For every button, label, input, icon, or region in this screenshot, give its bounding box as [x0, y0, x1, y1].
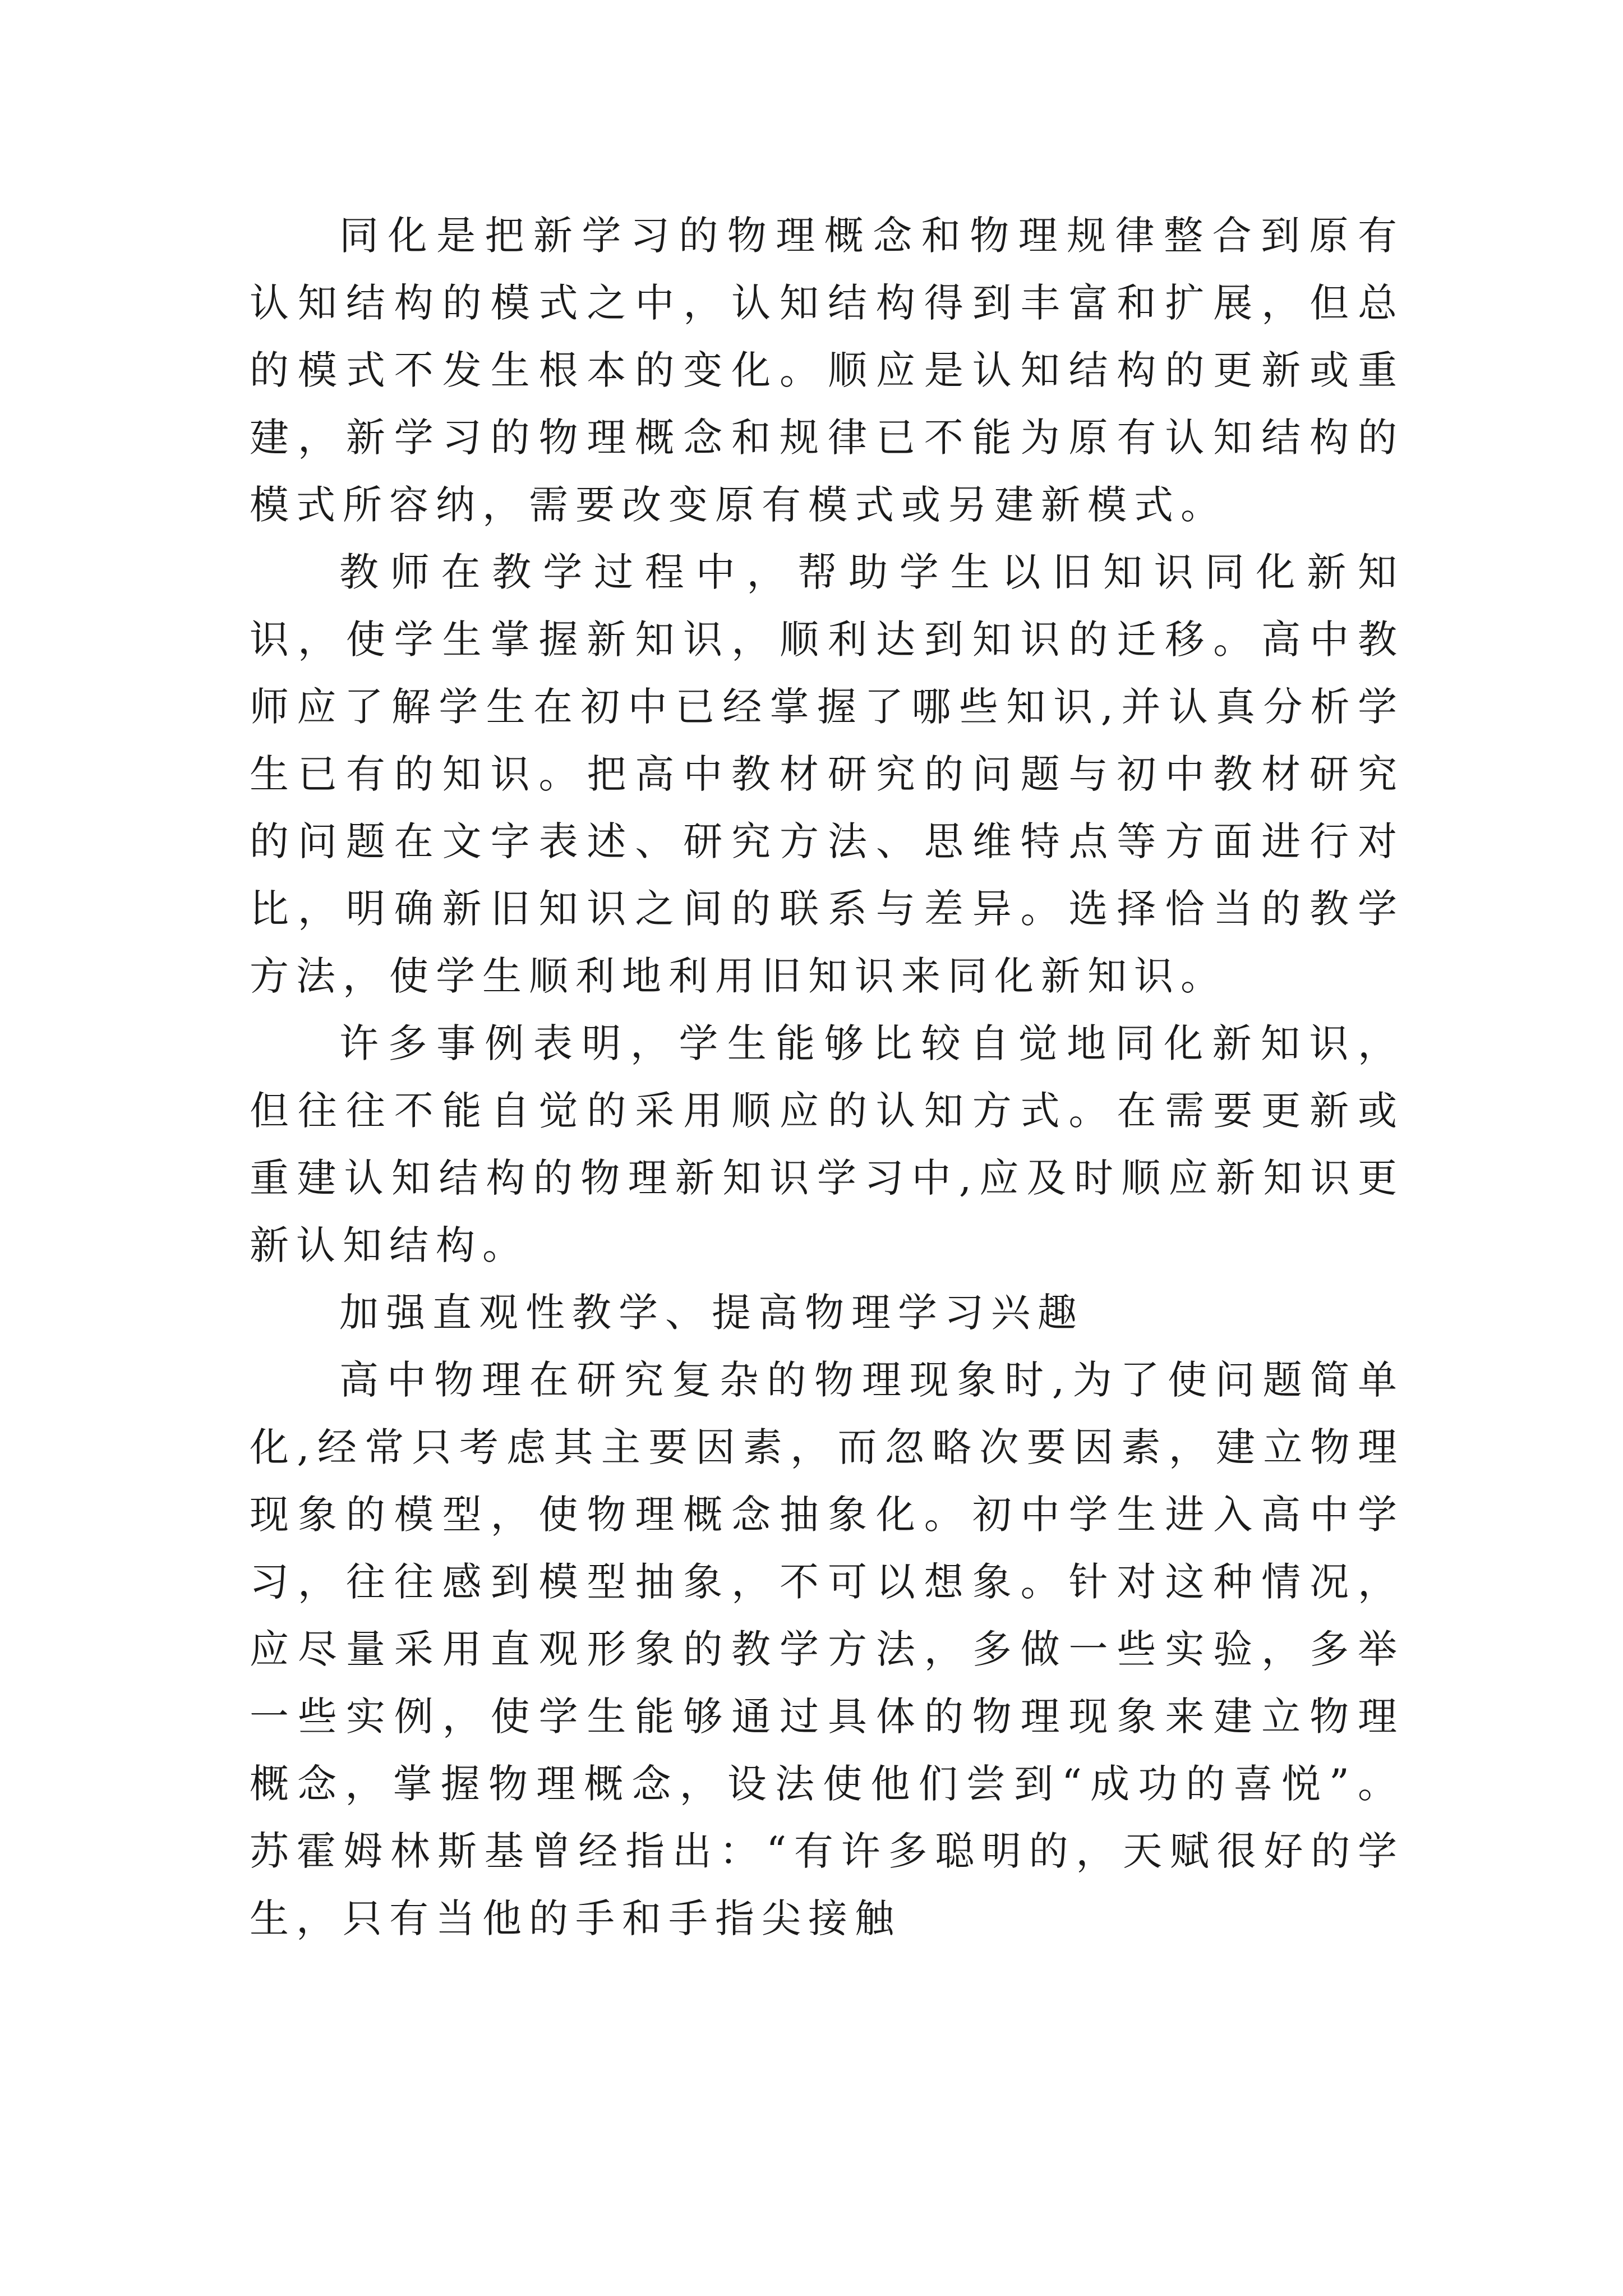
document-body	[250, 202, 1404, 1952]
paragraph-examples: 许多事例表明，学生能够比较自觉地同化新知识，但往往不能自觉的采用顺应的认知方式。在需要更新或重建认知结构的物理新知识学习中,应及时顺应新知识更新认知结构。	[250, 1020, 1404, 1268]
paragraph-assimilation-accommodation: 同化是把新学习的物理概念和物理规律整合到原有认知结构的模式之中，认知结构得到丰富和扩展，但总的模式不发生根本的变化。顺应是认知结构的更新或重建，新学习的物理概念和规律已不能为原有认知结构的模式所容纳，需要改变原有模式或另建新模式。	[250, 213, 1404, 528]
section-heading: 加强直观性教学、提高物理学习兴趣	[339, 1290, 1084, 1336]
paragraph-intuitive-teaching: 高中物理在研究复杂的物理现象时,为了使问题简单化,经常只考虑其主要因素，而忽略次要因素，建立物理现象的模型，使物理概念抽象化。初中学生进入高中学习，往往感到模型抽象，不可以想象。针对这种情况，应尽量采用直观形象的教学方法，多做一些实验，多举一些实例，使学生能够通过具体的物理现象来建立物理概念，掌握物理概念，设法使他们尝到“成功的喜悦”。苏霍姆林斯基曾经指出：“有许多聪明的，天赋很好的学生，只有当他的手和手指尖接触	[250, 1357, 1404, 1941]
paragraph-teacher-guidance: 教师在教学过程中，帮助学生以旧知识同化新知识，使学生掌握新知识，顺利达到知识的迁移。高中教师应了解学生在初中已经掌握了哪些知识,并认真分析学生已有的知识。把高中教材研究的问题与初中教材研究的问题在文字表述、研究方法、思维特点等方面进行对比，明确新旧知识之间的联系与差异。选择恰当的教学方法，使学生顺利地利用旧知识来同化新知识。	[250, 549, 1404, 999]
